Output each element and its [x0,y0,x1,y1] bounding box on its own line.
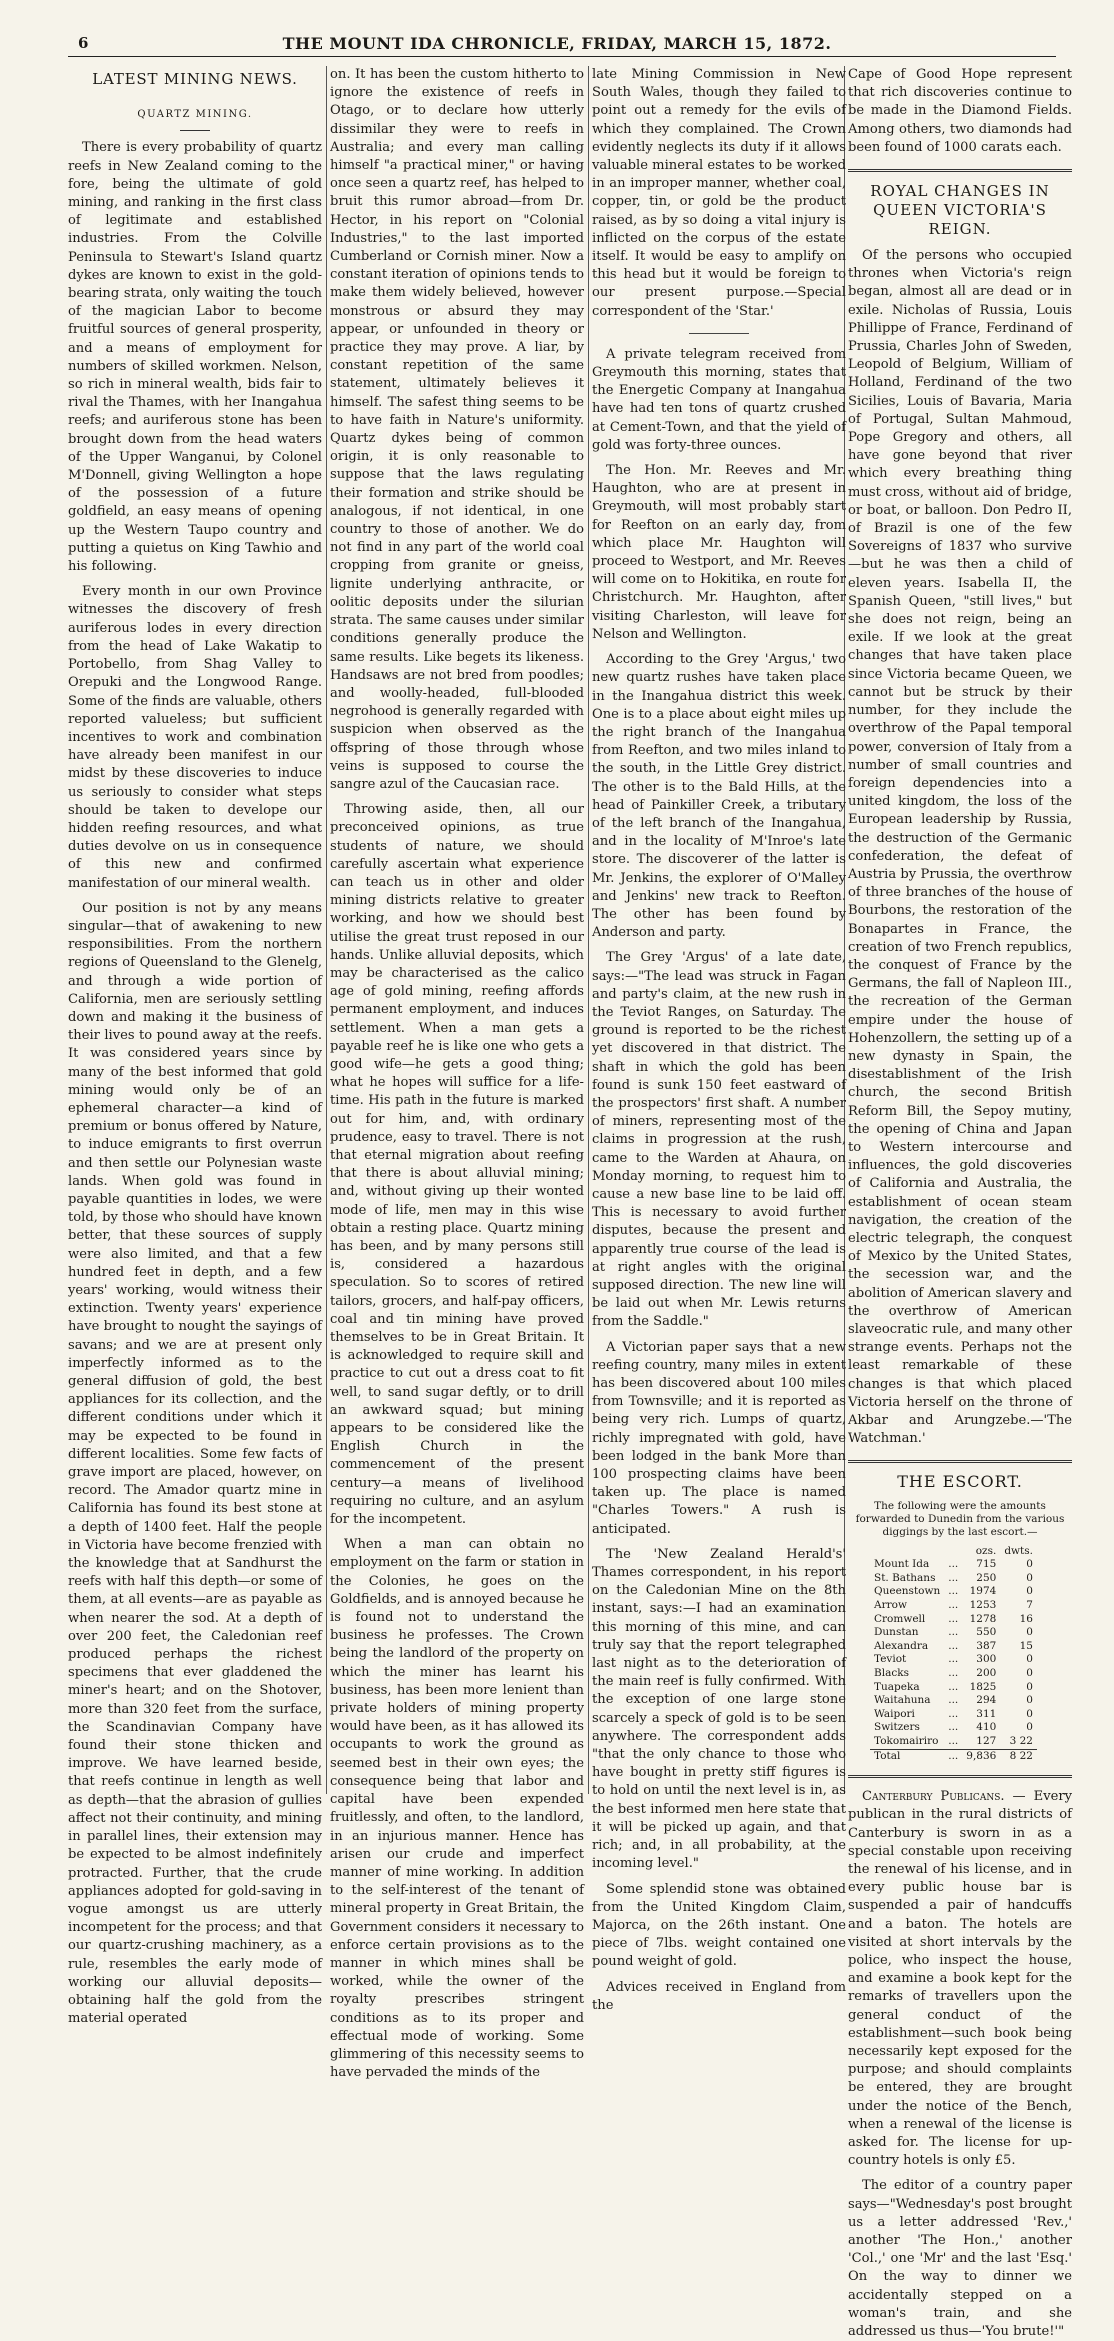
news-item: A Victorian paper says that a new reefing country, many miles in extent has been discovered about 100 miles from Townsville; and it is reported as being very rich. Lumps of quartz, richly impregnated with gold, have been lodged in the bank More than 100 prospecting claims have been taken up. The place is named "Charles Towers." A rush is anticipated. [592,1339,846,1537]
escort-units-row [870,1545,1037,1559]
news-item: A private telegram received from Greymouth this morning, states that the Energetic Company at Inangahua have had ten tons of quartz crushed at Cement-Town, and that the yield of gold was forty-three ounces. [592,346,846,453]
section-rule [848,169,1072,172]
article-paragraph: Throwing aside, then, all our preconceived opinions, as true students of nature, we should carefully ascertain what experience can teach us in other and older mining districts relative to greater working, and how we should best utilise the great trust reposed in our hands. Unlike alluvial deposits, which may be characterised as the calico age of gold mining, reefing affords permanent employment, and induces settlement. When a man gets a payable reef he is like one who gets a good wife—he gets a good thing; what he hopes will suffice for a life-time. His path in the future is marked out for him, and, with ordinary prudence, easy to travel. There is not that eternal migration about reefing that there is about alluvial mining; and, without giving up their wonted mode of life, men may in this wise obtain a resting place. Quartz mining has been, and by many persons still is, considered a hazardous speculation. So to scores of retired tailors, grocers, and half-pay officers, coal and tin mining have proved themselves to be in Great Britain. It is acknowledged to require skill and practice to cut out a dress coat to fit well, to sand sugar deftly, or to drill an awkward squad; but mining appears to be considered like the English Church in the commencement of the present century—a means of livelihood requiring no culture, and an asylum for the incompetent. [330,802,584,1528]
article-paragraph: There is every probability of quartz reefs in New Zealand coming to the fore, being the ultimate of gold mining, and ranking in the first class of legitimate and established industries. From the Colville Peninsula to Stewart's Island quartz dykes are known to exist in the gold-bearing strata, only waiting the touch of the magician Labor to become fruitful sources of general prosperity, and a means of employment for numbers of skilled workmen. Nelson, so rich in mineral wealth, bids fair to rival the Thames, with her Inangahua reefs; and auriferous stone has been brought down from the head waters of the Upper Wanganui, by Colonel M'Donnell, giving Wellington a hope of the possession of a future goldfield, an easy means of opening up the Western Taupo country and putting a quietus on King Tawhio and his following. [68,140,322,575]
article-separator [689,333,749,334]
news-item: The Grey 'Argus' of a late date, says:—"The lead was struck in Fagan and party's claim, at the new rush in the Teviot Ranges, on Saturday. The ground is reported to be the richest yet discovered in that district. The shaft in which the gold has been found is sunk 150 feet eastward of the prospectors' first shaft. A number of miners, representing most of the claims in progression at the rush, came to the Warden at Ahaura, on Monday morning, to request him to cause a new base line to be laid off. This is necessary to avoid further disputes, because the present and apparently true course of the lead is at right angles with the original supposed direction. The new line will be laid out when Mr. Lewis returns from the Saddle." [592,950,846,1330]
news-item: Advices received in England from the [592,1979,846,2013]
masthead-rule [68,56,1056,57]
article-paragraph: Our position is not by any means singular—that of awakening to new responsibilities. From the northern regions of Queensland to the Glenelg, and through a wide portion of California, men are seriously settling down and making it the business of their lives to pound away at the reefs. It was considered years since by many of the best informed that gold mining would only be of an ephemeral character—a kind of premium or bonus offered by Nature, to induce emigrants to first overrun and then settle our Polynesian waste lands. When gold was found in payable quantities in lodes, we were told, by those who should have known better, that these sources of supply were also limited, and that a few hundred feet in depth, and a few years' working, would witness their extinction. Twenty years' experience have brought to nought the sayings of savans; and we are at present only imperfectly informed as to the general diffusion of gold, the best appliances for its collection, and the different conditions under which it may be expected to be found in different localities. Some few facts of grave import are placed, however, on record. The Amador quartz mine in California has found its best stone at a depth of 1400 feet. Half the people in Victoria have become frenzied with the knowledge that at Sandhurst the reefs with half this depth—or some of them, at all events—are as payable as when nearer the sod. At a depth of over 200 feet, the Caledonian reef produced perhaps the richest specimens that ever gladdened the miner's heart; and on the Shotover, more than 320 feet from the surface, the Scandinavian Company have found their stone thicken and improve. We have learned beside, that reefs continue in length as well as depth—that the abrasion of gullies affect not their continuity, and mining in parallel lines, their extension may be expected to be almost indefinitely protracted. Further, that the crude appliances adopted for gold-saving in vogue amongst us are utterly incompetent for the process; and that our quartz-crushing machinery, as a rule, resembles the early mode of working our alluvial deposits—obtaining half the gold from the material operated [68,900,322,2027]
article-paragraph: Every month in our own Province witnesses the discovery of fresh auriferous lodes in every direction from the head of Lake Wakatip to Portobello, from Shag Valley to Orepuki and the Longwood Range. Some of the finds are valuable, others reported valueless; but sufficient incentives to work and combination have already been manifest in our midst by these discoveries to induce us seriously to consider what steps should be taken to develope our hidden reefing resources, and what duties devolve on us in consequence of this new and confirmed manifestation of our mineral wealth. [68,584,322,891]
escort-row: Switzers ... 410 0 [874,1721,1033,1734]
column-divider [588,66,589,1794]
newspaper-title: THE MOUNT IDA CHRONICLE, FRIDAY, MARCH 15, 1872. [282,34,832,53]
article-paragraph: late Mining Commission in New South Wales, though they failed to point out a remedy for the evils of which they complained. The Crown evidently neglects its duty if it allows valuable mineral estates to be worked in an improper manner, whether coal, copper, tin, or gold be the product raised, as by so doing a vital injury is inflicted on the corpus of the estate itself. It would be easy to amplify on this head but it would be foreign to our present purpose.—Special correspondent of the 'Star.' [592,67,846,319]
news-item: The Hon. Mr. Reeves and Mr. Haughton, who are at present in Greymouth, will most probably start for Reefton on an early day, from which place Mr. Haughton will proceed to Westport, and Mr. Reeves will come on to Hokitika, en route for Christchurch. Mr. Haughton, after visiting Charleston, will leave for Nelson and Wellington. [592,463,846,642]
escort-row: Blacks ... 200 0 [874,1666,1033,1679]
escort-row: Teviot ... 300 0 [874,1653,1033,1666]
column-4 [848,66,1072,2340]
section-rule [848,1460,1072,1463]
escort-table [870,1545,1037,1764]
column-divider [326,66,327,1794]
article-paragraph: Of the persons who occupied thrones when Victoria's reign began, almost all are dead or in exile. Nicholas of Russia, Louis Phillippe of France, Ferdinand of Prussia, Charles John of Sweden, Leopold of Belgium, William of Holland, Ferdinand of the two Sicilies, Louis of Bavaria, Maria of Portugal, Sultan Mahmoud, Pope Gregory and others, all have gone beyond that river which every breathing thing must cross, without aid of bridge, or boat, or balloon. Don Pedro II, of Brazil is one of the few Sovereigns of 1837 who survive—but he was then a child of eleven years. Isabella II, the Spanish Queen, "still lives," but she does not reign, being an exile. If we look at the great changes that have taken place since Victoria became Queen, we cannot but be struck by their number, for they include the overthrow of the Papal temporal power, conversion of Italy from a number of small countries and foreign dependencies into a united kingdom, the loss of the European leadership by Russia, the destruction of the Germanic confederation, the defeat of Austria by Prussia, the overthrow of three branches of the house of Bourbons, the restoration of the Bonapartes in France, the creation of two French republics, the conquest of France by the Germans, the fall of Napleon III., the recreation of the German empire under the house of Hohenzollern, the setting up of a new dynasty in Spain, the disestablishment of the Irish church, the second British Reform Bill, the Sepoy mutiny, the opening of China and Japan to Western intercourse and influences, the gold discoveries of California and Australia, the establishment of ocean steam navigation, the creation of the electric telegraph, the conquest of Mexico by the United States, the secession war, and the abolition of American slavery and the overthrow of American slaveocratic rule, and many other strange events. Perhaps not the least remarkable of these changes is that which placed Victoria herself on the throne of Akbar and Arungzebe.—'The Watchman.' [848,248,1072,1447]
column-3 [592,66,846,2013]
page-number: 6 [78,34,89,52]
escort-row: St. Bathans ... 250 0 [874,1571,1033,1584]
section-rule [848,1775,1072,1778]
quartz-mining-subheading: QUARTZ MINING. [137,109,253,121]
article-paragraph: on. It has been the custom hitherto to ignore the existence of reefs in Otago, or to declare how utterly dissimilar they were to reefs in Australia; and every man calling himself "a practical miner," or having once seen a quartz reef, has helped to bruit this rumor abroad—from Dr. Hector, in his report on "Colonial Industries," to the last imported Cumberland or Cornish miner. Now a constant iteration of opinions tends to make them widely believed, however monstrous or absurd they may appear, or unfounded in theory or practice they may prove. A liar, by constant repetition of the same statement, ultimately believes it himself. The safest thing seems to be to have faith in Nature's uniformity. Quartz dykes being of common origin, it is only reasonable to suppose that the laws regulating their formation and strike should be analogous, if not identical, in one country to those of another. We do not find in any part of the world coal cropping from granite or gneiss, lignite underlying anthracite, or oolitic deposits under the silurian strata. The same causes under similar conditions generally produce the same results. Like begets its likeness. Handsaws are not bred from poodles; and woolly-headed, full-blooded negrohood is generally regarded with suspicion when observed as the offspring of those through whose veins is supposed to course the sangre azul of the Caucasian race. [330,67,584,792]
subheading-rule [180,130,210,131]
unit-label: ozs. [975,1544,997,1557]
masthead [0,0,1114,68]
unit-label: dwts. [1004,1544,1033,1557]
publicans-lead: Canterbury Publicans. [862,1789,1005,1805]
escort-row: Dunstan ... 550 0 [874,1626,1033,1639]
escort-row: Tokomairiro ... 127 3 22 [874,1734,1033,1747]
escort-row: Cromwell ... 1278 16 [874,1612,1033,1625]
escort-row: Queenstown ... 1974 0 [874,1585,1033,1598]
column-2 [330,66,584,2081]
news-item: Cape of Good Hope represent that rich discoveries continue to be made in the Diamond Fields. Among others, two diamonds had been found of 1000 carats each. [848,67,1072,155]
news-item: According to the Grey 'Argus,' two new quartz rushes have taken place in the Inangahua district this week. One is to a place about eight miles up the right branch of the Inangahua from Reefton, and two miles inland to the south, in the Little Grey district. The other is to the Bald Hills, at the head of Painkiller Creek, a tributary of the left branch of the Inangahua, and in the locality of M'Inroe's late store. The discoverer of the latter is Mr. Jenkins, the explorer of O'Malley and Jenkins' new track to Reefton. The other has been found by Anderson and party. [592,652,846,941]
escort-row: Tuapeka ... 1825 0 [874,1680,1033,1693]
escort-heading: THE ESCORT. [897,1472,1023,1492]
escort-row: Alexandra ... 387 15 [874,1639,1033,1652]
publicans-paragraph [848,1788,1072,2170]
column-1 [68,66,322,2027]
news-item: Some splendid stone was obtained from the United Kingdom Claim, Majorca, on the 26th instant. One piece of 7lbs. weight contained one pound weight of gold. [592,1881,846,1970]
editor-anecdote: The editor of a country paper says—"Wednesday's post brought us a letter addressed 'Rev.,' another 'The Hon.,' another 'Col.,' one 'Mr' and the last 'Esq.' On the way to dinner we accidentally stepped on a woman's train, and she addressed us thus—'You brute!'" [848,2178,1072,2340]
escort-row: Waitahuna ... 294 0 [874,1694,1033,1707]
escort-total-row: Total ... 9,836 8 22 [870,1749,1037,1763]
escort-intro: The following were the amounts forwarded to Dunedin from the various diggings by the last escort.— [855,1499,1065,1538]
news-item: The 'New Zealand Herald's' Thames correspondent, in his report on the Caledonian Mine on the 8th instant, says:—I had an examination this morning of this mine, and can truly say that the report telegraphed last night as to the deterioration of the main reef is fully confirmed. With the exception of one large stone scarcely a speck of gold is to be seen anywhere. The correspondent adds "that the only chance to those who have bought in pretty stiff figures is to hold on until the next level is in, as the best informed men here state that it will be picked up again, and that rich; and, in all probability, at the incoming level." [592,1546,846,1872]
escort-row: Waipori ... 311 0 [874,1707,1033,1720]
article-paragraph: When a man can obtain no employment on the farm or station in the Colonies, he goes on the Goldfields, and is annoyed because he is found not to understand the business he professes. The Crown being the landlord of the property on which the miner has learnt his business, has been more lenient than private holders of mining property would have been, as it has allowed its occupants to work the ground as seemed best in their own eyes; the consequence being that labor and capital have been expended fruitlessly, and often, to the landlord, in an injurious manner. Hence has arisen our crude and imperfect manner of mine working. In addition to the self-interest of the tenant of mineral property in Great Britain, the Government considers it necessary to enforce certain provisions as to the manner in which mines shall be worked, while the owner of the royalty prescribes stringent conditions as to its proper and effectual mode of working. Some glimmering of this necessity seems to have pervaded the minds of the [330,1537,584,2081]
royal-changes-heading: ROYAL CHANGES IN QUEEN VICTORIA'S REIGN. [870,182,1050,239]
escort-row: Arrow ... 1253 7 [874,1599,1033,1611]
publicans-text: — Every publican in the rural districts of Canterbury is sworn in as a special constable upon receiving the renewal of his license, and in every public house bar is suspended a pair of handcuffs and a baton. The hotels are visited at short intervals by the police, who inspect the house, and examine a book kept for the remarks of travellers upon the general conduct of the establishment—such book being necessarily kept exposed for the purpose; and should complaints be entered, they are brought under the notice of the Bench, when a renewal of the license is asked for. The license for up-country hotels is only £5. [848,1789,1072,2169]
escort-row: Mount Ida ... 715 0 [874,1558,1033,1571]
mining-news-heading: LATEST MINING NEWS. [92,70,298,88]
